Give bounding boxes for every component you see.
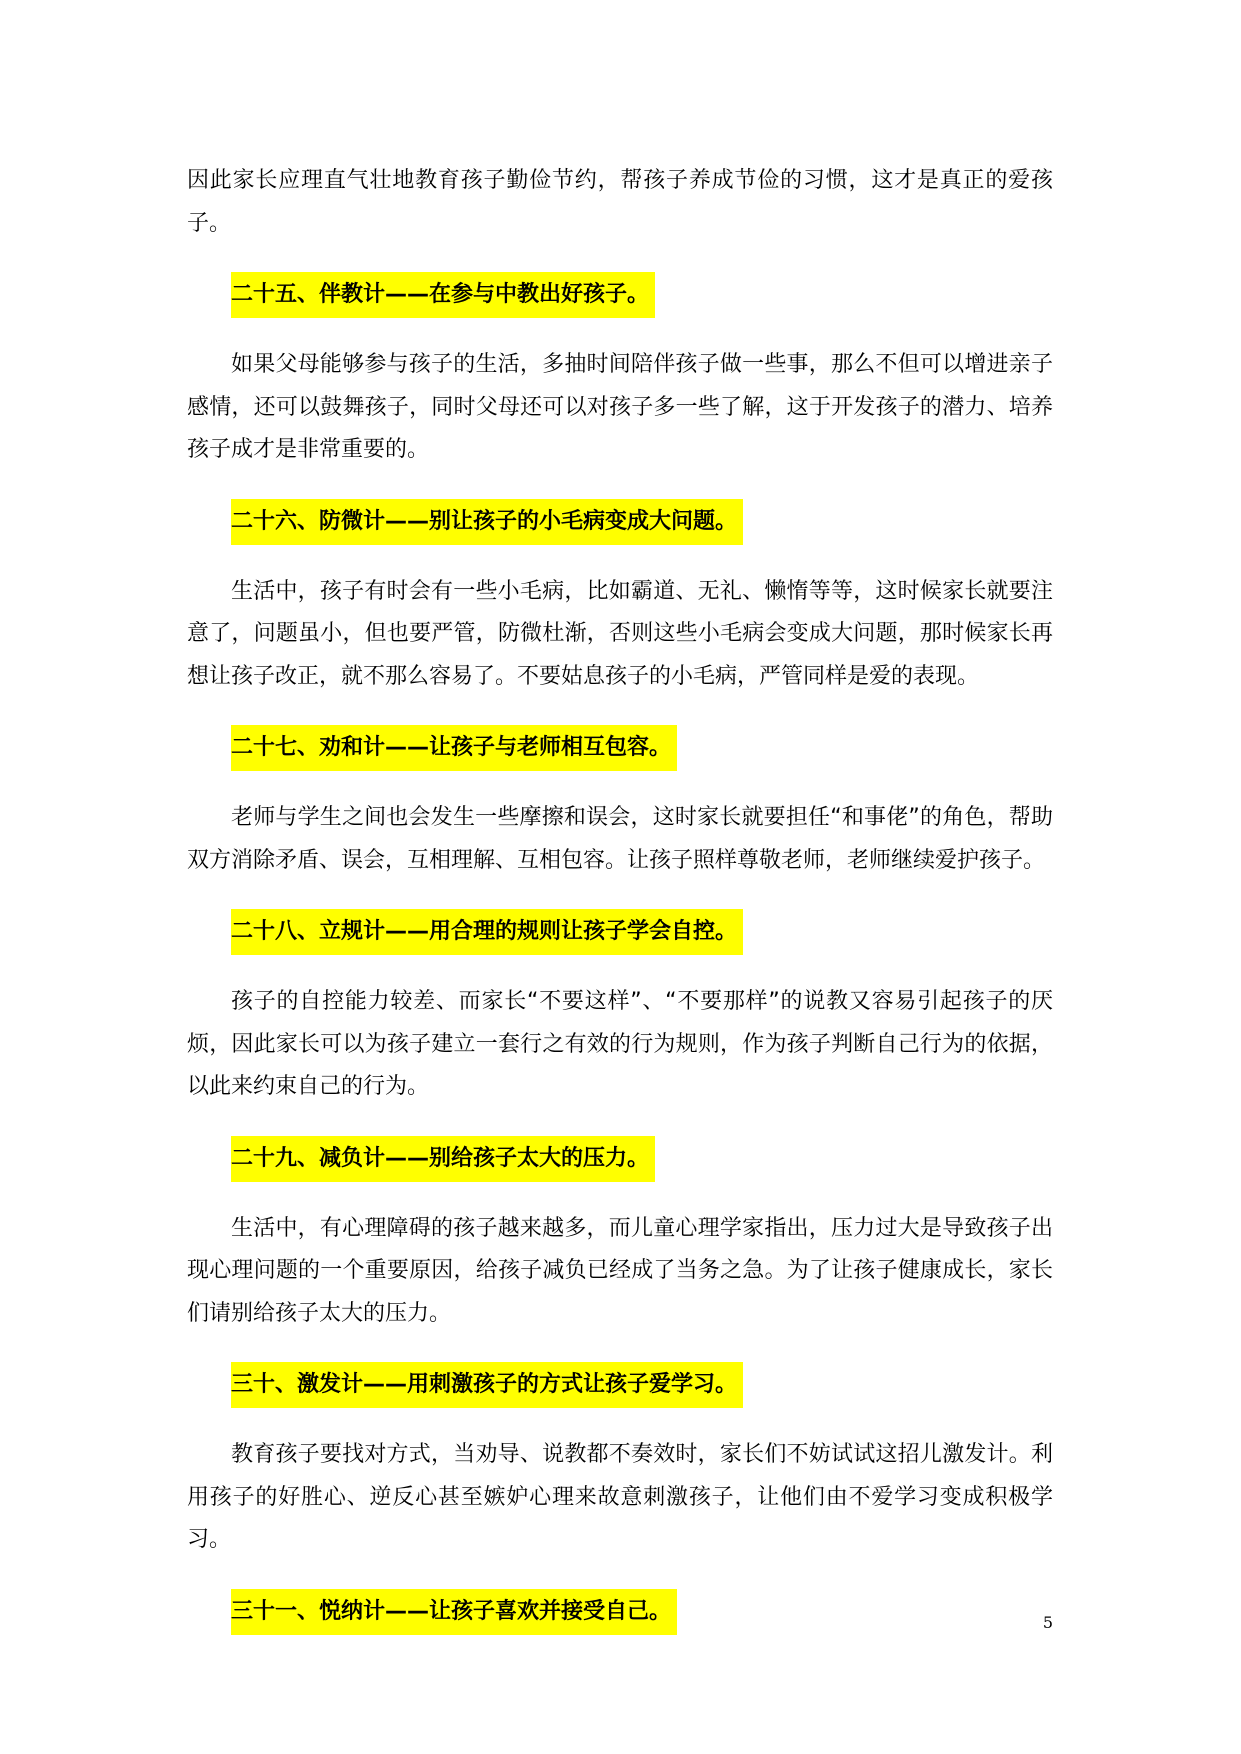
section-heading-row	[187, 1362, 1053, 1408]
section-heading-row	[187, 725, 1053, 771]
section-heading-row	[187, 1136, 1053, 1182]
section-heading: 三十一、悦纳计——让孩子喜欢并接受自己。	[231, 1589, 677, 1635]
page-content	[187, 160, 1053, 1661]
section-heading-row	[187, 272, 1053, 318]
section-heading-row	[187, 1589, 1053, 1635]
intro-paragraph: 因此家长应理直气壮地教育孩子勤俭节约，帮孩子养成节俭的习惯，这才是真正的爱孩子。	[187, 168, 1053, 236]
section-heading-row	[187, 499, 1053, 545]
section-heading: 二十五、伴教计——在参与中教出好孩子。	[231, 272, 655, 318]
section-body: 老师与学生之间也会发生一些摩擦和误会，这时家长就要担任“和事佬”的角色，帮助双方消除矛盾、误会，互相理解、互相包容。让孩子照样尊敬老师，老师继续爱护孩子。	[187, 805, 1053, 873]
section-body: 生活中，孩子有时会有一些小毛病，比如霸道、无礼、懒惰等等，这时候家长就要注意了，问题虽小，但也要严管，防微杜渐，否则这些小毛病会变成大问题，那时候家长再想让孩子改正，就不那么容易了。不要姑息孩子的小毛病，严管同样是爱的表现。	[187, 578, 1053, 689]
page-number: 5	[1042, 1613, 1053, 1632]
section-body: 生活中，有心理障碍的孩子越来越多，而儿童心理学家指出，压力过大是导致孩子出现心理问题的一个重要原因，给孩子减负已经成了当务之急。为了让孩子健康成长，家长们请别给孩子太大的压力。	[187, 1215, 1053, 1326]
section-heading: 三十、激发计——用刺激孩子的方式让孩子爱学习。	[231, 1362, 743, 1408]
section-body: 孩子的自控能力较差、而家长“不要这样”、“不要那样”的说教又容易引起孩子的厌烦，因此家长可以为孩子建立一套行之有效的行为规则，作为孩子判断自己行为的依据，以此来约束自己的行为。	[187, 989, 1053, 1099]
section-heading: 二十七、劝和计——让孩子与老师相互包容。	[231, 725, 677, 771]
section-body: 如果父母能够参与孩子的生活，多抽时间陪伴孩子做一些事，那么不但可以增进亲子感情，还可以鼓舞孩子，同时父母还可以对孩子多一些了解，这于开发孩子的潜力、培养孩子成才是非常重要的。	[187, 352, 1053, 462]
section-heading-row	[187, 909, 1053, 955]
section-body: 教育孩子要找对方式，当劝导、说教都不奏效时，家长们不妨试试这招儿激发计。利用孩子的好胜心、逆反心甚至嫉妒心理来故意刺激孩子，让他们由不爱学习变成积极学习。	[187, 1442, 1053, 1552]
section-heading: 二十八、立规计——用合理的规则让孩子学会自控。	[231, 909, 743, 955]
section-heading: 二十六、防微计——别让孩子的小毛病变成大问题。	[231, 499, 743, 545]
section-heading: 二十九、减负计——别给孩子太大的压力。	[231, 1136, 655, 1182]
